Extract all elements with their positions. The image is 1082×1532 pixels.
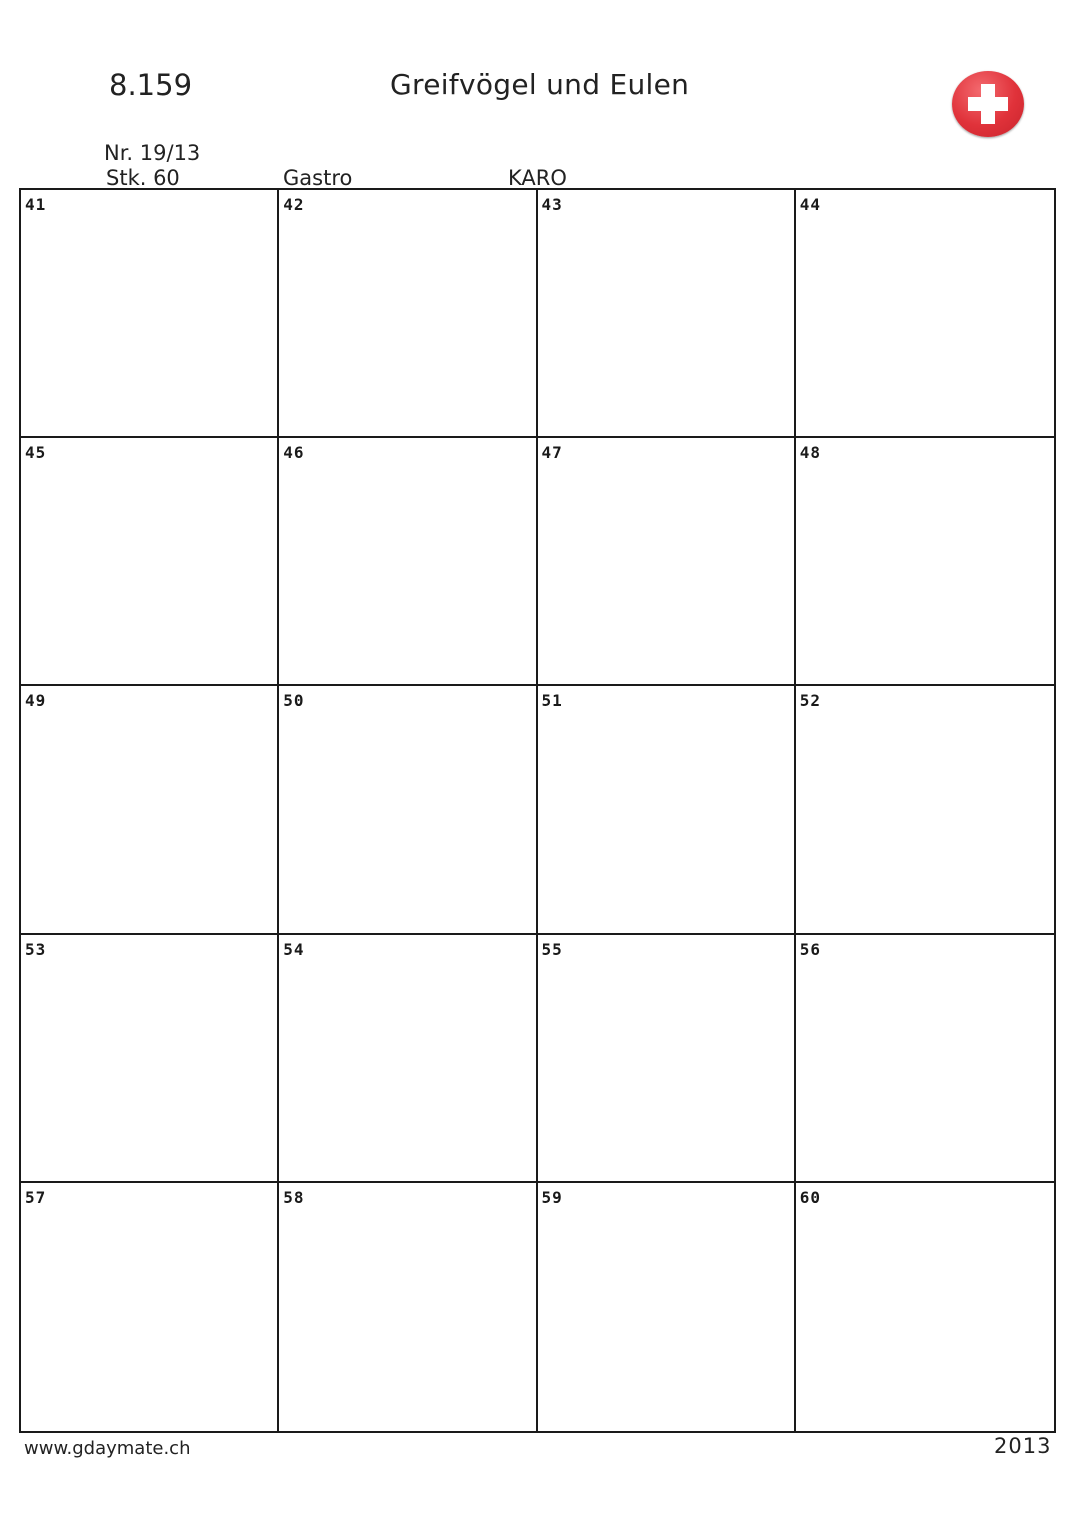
- cell-number: 50: [283, 691, 305, 711]
- grid-cell: [279, 438, 537, 686]
- cell-number: 60: [799, 1187, 822, 1207]
- grid-cell: [538, 1183, 796, 1431]
- cell-number: 55: [541, 939, 563, 959]
- grid-cell: [796, 438, 1054, 686]
- cell-number: 52: [799, 691, 822, 711]
- grid-cell: [279, 686, 537, 934]
- grid-cell: [21, 935, 279, 1183]
- year-label: 2013: [994, 1434, 1052, 1458]
- grid-cell: [796, 686, 1054, 934]
- issue-number: Nr. 19/13: [104, 141, 201, 165]
- grid-cell: [21, 1183, 279, 1431]
- grid-cell: [796, 935, 1054, 1183]
- cell-number: 44: [799, 195, 822, 214]
- cell-number: 56: [799, 939, 822, 959]
- piece-count: Stk. 60: [106, 166, 180, 190]
- cell-number: 59: [541, 1187, 563, 1207]
- format-label: KARO: [508, 166, 567, 190]
- grid-cell: [796, 1183, 1054, 1431]
- grid-cell: [279, 935, 537, 1183]
- category-label: Gastro: [283, 166, 353, 190]
- cell-number: 51: [541, 691, 563, 711]
- cell-number: 58: [283, 1187, 305, 1207]
- cell-number: 47: [541, 443, 563, 463]
- grid-cell: [279, 190, 537, 438]
- cell-number: 46: [283, 443, 305, 463]
- cell-number: 54: [283, 939, 305, 959]
- cell-number: 41: [25, 195, 47, 214]
- grid-cell: [796, 190, 1054, 438]
- cell-number: 49: [25, 691, 47, 711]
- grid-cell: [538, 686, 796, 934]
- website-link[interactable]: www.gdaymate.ch: [24, 1438, 191, 1459]
- grid-cell: [538, 190, 796, 438]
- cell-number: 48: [799, 443, 822, 463]
- grid-cell: [21, 438, 279, 686]
- grid-cell: [21, 190, 279, 438]
- cell-number: 45: [25, 443, 47, 463]
- grid-cell: [21, 686, 279, 934]
- grid-cell: [538, 935, 796, 1183]
- grid-cell: [279, 1183, 537, 1431]
- cell-number: 42: [283, 195, 305, 214]
- grid-cell: [538, 438, 796, 686]
- stamp-grid: [19, 188, 1056, 1433]
- cell-number: 53: [25, 939, 47, 959]
- swiss-flag-icon: [952, 71, 1024, 137]
- cell-number: 43: [541, 195, 563, 214]
- cell-number: 57: [25, 1187, 47, 1207]
- page-title: Greifvögel und Eulen: [390, 68, 690, 101]
- catalog-number: 8.159: [109, 68, 193, 102]
